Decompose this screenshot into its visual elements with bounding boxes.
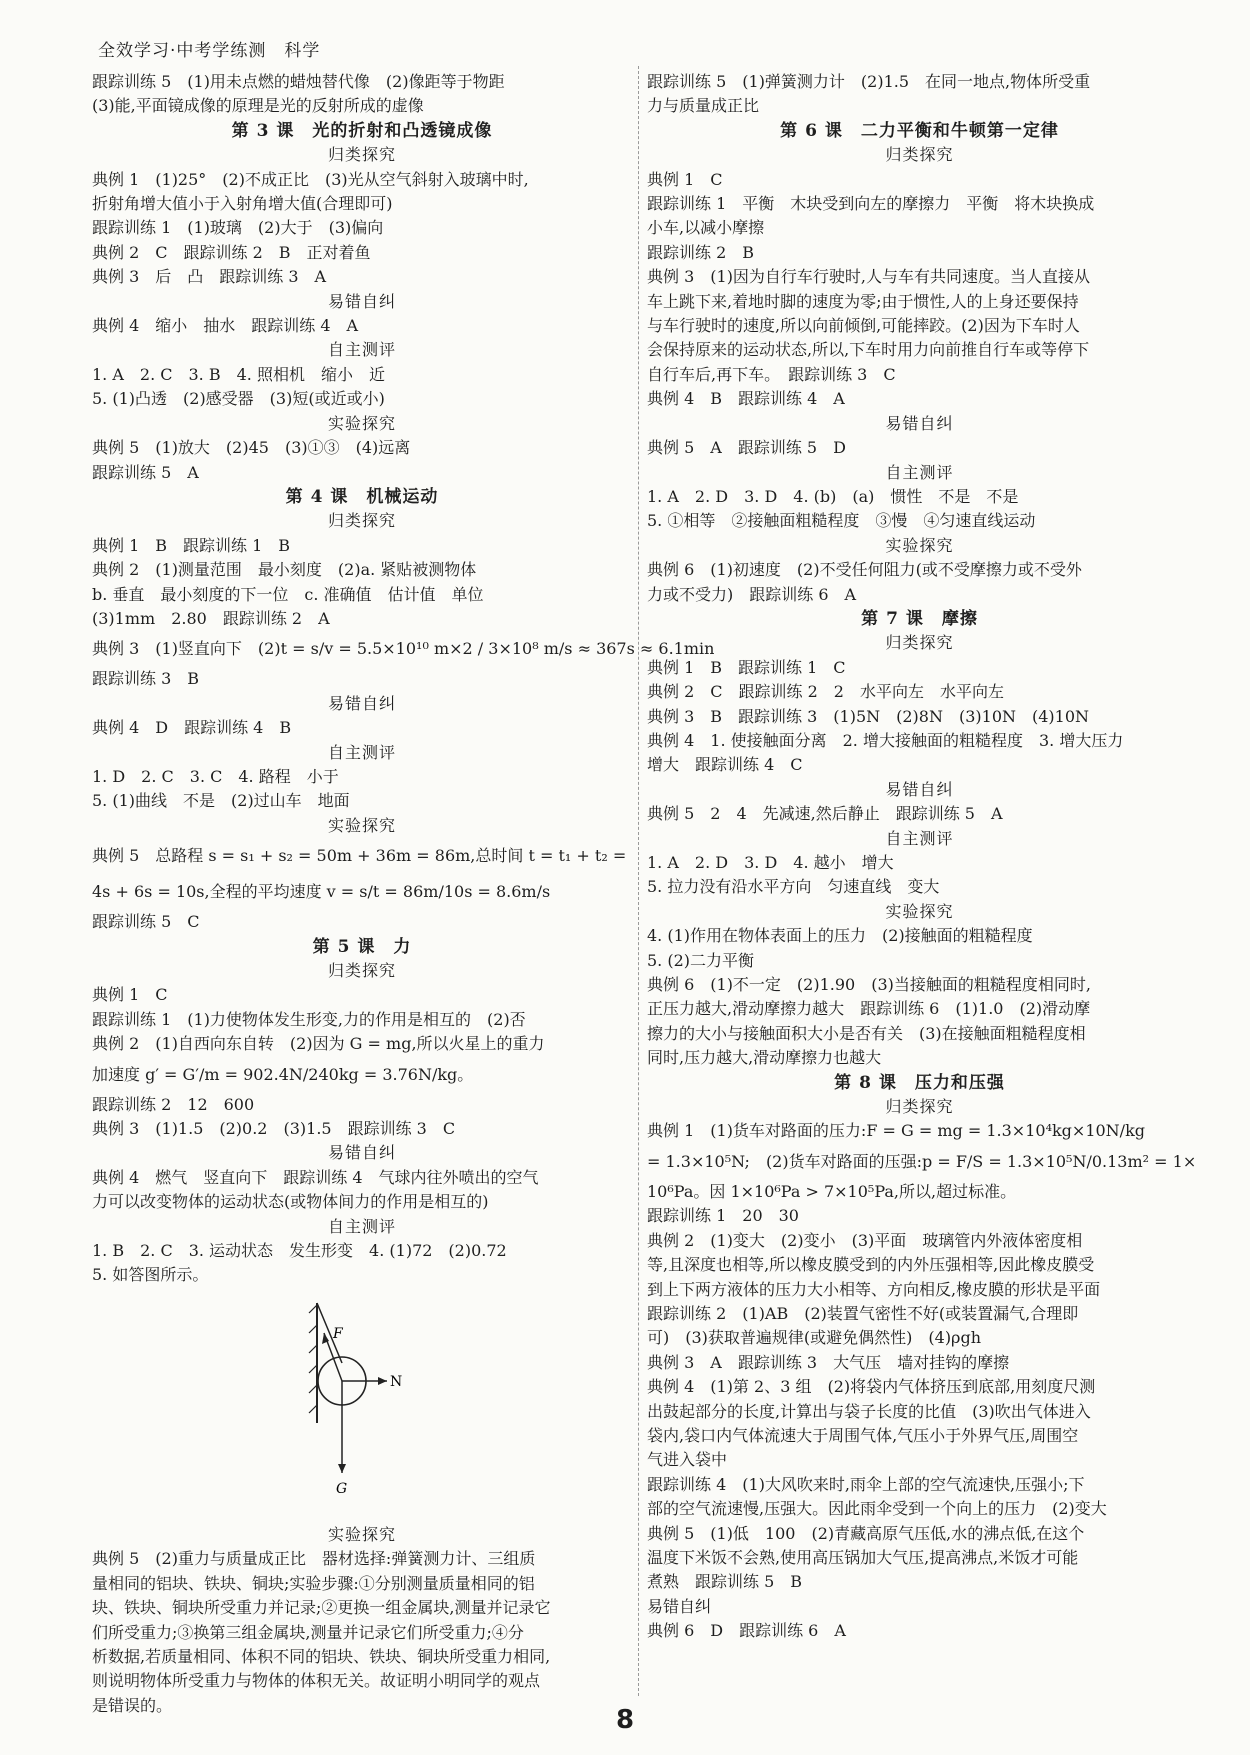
text-line: 增大 跟踪训练 4 C bbox=[647, 755, 803, 775]
text-line: 典例 1 C bbox=[92, 985, 168, 1005]
text-line: 5. 拉力没有沿水平方向 匀速直线 变大 bbox=[647, 877, 940, 897]
text-line: 典例 2 (1)自西向东自转 (2)因为 G = mg,所以火星上的重力 bbox=[92, 1034, 545, 1054]
text-line: 们所受重力;③换第三组金属块,测量并记录它们所受重力;④分 bbox=[92, 1622, 524, 1642]
text-line: 1. A 2. D 3. D 4. 越小 增大 bbox=[647, 853, 894, 872]
text-line: 典例 3 A 跟踪训练 3 大气压 墙对挂钩的摩擦 bbox=[647, 1352, 1010, 1372]
text-line: 力与质量成正比 bbox=[647, 96, 760, 116]
text-line: 跟踪训练 1 (1)玻璃 (2)大于 (3)偏向 bbox=[92, 218, 384, 238]
formula-line: = 1.3×10⁵N; (2)货车对路面的压强:p = F/S = 1.3×10⁵N/0.13m² = 1× bbox=[647, 1151, 1197, 1171]
section-heading: 易错自纠 bbox=[885, 779, 954, 799]
text-line: 1. A 2. C 3. B 4. 照相机 缩小 近 bbox=[92, 364, 385, 384]
text-line: 1. A 2. D 3. D 4. (b) (a) 惯性 不是 不是 bbox=[647, 486, 1019, 506]
formula-line: 加速度 g′ = G′/m = 902.4N/240kg = 3.76N/kg。 bbox=[92, 1064, 474, 1084]
section-heading: 自主测评 bbox=[327, 1216, 396, 1236]
text-line: 力或不受力) 跟踪训练 6 A bbox=[647, 584, 857, 604]
text-line: 典例 2 C 跟踪训练 2 B 正对着鱼 bbox=[92, 242, 371, 262]
text-line: 典例 5 (1)低 100 (2)青藏高原气压低,水的沸点低,在这个 bbox=[647, 1523, 1085, 1543]
section-heading: 实验探究 bbox=[327, 815, 396, 835]
text-line: 与车行驶时的速度,所以向前倾倒,可能摔跤。(2)因为下车时人 bbox=[647, 316, 1080, 336]
text-line: 跟踪训练 5 C bbox=[92, 912, 200, 932]
text-line: 易错自纠 bbox=[647, 1596, 712, 1616]
lesson-title: 第 3 课 光的折射和凸透镜成像 bbox=[231, 120, 493, 141]
text-line: 5. (1)凸透 (2)感受器 (3)短(或近或小) bbox=[92, 389, 385, 409]
text-line: 典例 4 D 跟踪训练 4 B bbox=[92, 718, 292, 738]
text-line: 典例 1 B 跟踪训练 1 B bbox=[92, 535, 291, 555]
text-line: 10⁶Pa。因 1×10⁶Pa > 7×10⁵Pa,所以,超过标准。 bbox=[647, 1181, 1017, 1201]
force-n-arrowhead bbox=[378, 1377, 387, 1385]
page-header: 全效学习·中考学练测 科学 bbox=[98, 41, 321, 61]
section-heading: 归类探究 bbox=[885, 633, 954, 653]
formula-line: 典例 5 总路程 s = s₁ + s₂ = 50m + 36m = 86m,总时间 t = t₁ + t₂ = bbox=[92, 846, 627, 866]
text-line: 煮熟 跟踪训练 5 B bbox=[647, 1572, 803, 1592]
text-line: 5. 如答图所示。 bbox=[92, 1265, 209, 1285]
force-g-arrowhead bbox=[338, 1464, 346, 1473]
wall-hatch bbox=[309, 1365, 317, 1373]
section-heading: 自主测评 bbox=[885, 462, 954, 482]
wall-hatch bbox=[309, 1305, 317, 1313]
wall-hatch bbox=[309, 1405, 317, 1413]
section-heading: 实验探究 bbox=[327, 413, 396, 433]
section-heading: 实验探究 bbox=[885, 901, 954, 921]
section-heading: 易错自纠 bbox=[327, 693, 396, 713]
text-line: 跟踪训练 5 (1)弹簧测力计 (2)1.5 在同一地点,物体所受重 bbox=[647, 72, 1091, 91]
right-column bbox=[647, 70, 1197, 1644]
lesson-title: 第 6 课 二力平衡和牛顿第一定律 bbox=[780, 120, 1059, 141]
text-line: (3)能,平面镜成像的原理是光的反射所成的虚像 bbox=[92, 96, 424, 116]
section-heading: 实验探究 bbox=[885, 535, 954, 555]
wall-hatch bbox=[309, 1385, 317, 1393]
text-line: 典例 4 B 跟踪训练 4 A bbox=[647, 389, 845, 409]
section-heading: 自主测评 bbox=[885, 828, 954, 848]
text-line: 典例 6 (1)不一定 (2)1.90 (3)当接触面的粗糙程度相同时, bbox=[647, 975, 1091, 995]
label-g: G bbox=[336, 1480, 348, 1497]
text-line: 1. B 2. C 3. 运动状态 发生形变 4. (1)72 (2)0.72 bbox=[92, 1241, 507, 1261]
column-divider bbox=[638, 66, 639, 1696]
section-heading: 自主测评 bbox=[327, 742, 396, 762]
text-line: 同时,压力越大,滑动摩擦力也越大 bbox=[647, 1048, 882, 1068]
text-line: 5. ①相等 ②接触面粗糙程度 ③慢 ④匀速直线运动 bbox=[647, 511, 1036, 531]
wall-hatch bbox=[309, 1325, 317, 1333]
text-line: 典例 5 A 跟踪训练 5 D bbox=[647, 438, 846, 458]
text-line: 跟踪训练 1 20 30 bbox=[647, 1206, 799, 1226]
text-line: 典例 2 (1)测量范围 最小刻度 (2)a. 紧贴被测物体 bbox=[92, 560, 477, 580]
lesson-title: 第 5 课 力 bbox=[312, 936, 412, 957]
text-line: 典例 1 (1)货车对路面的压力:F = G = mg = 1.3×10⁴kg×10N/kg bbox=[647, 1121, 1146, 1141]
section-heading: 易错自纠 bbox=[327, 291, 396, 311]
text-line: 自行车后,再下车。 跟踪训练 3 C bbox=[647, 364, 896, 384]
text-line: 部的空气流速慢,压强大。因此雨伞受到一个向上的压力 (2)变大 bbox=[647, 1499, 1107, 1519]
text-line: 典例 5 (2)重力与质量成正比 器材选择:弹簧测力计、三组质 bbox=[92, 1549, 536, 1569]
text-line: 出鼓起部分的长度,计算出与袋子长度的比值 (3)吹出气体进入 bbox=[647, 1401, 1091, 1421]
section-heading: 易错自纠 bbox=[327, 1143, 396, 1163]
text-line: 5. (2)二力平衡 bbox=[647, 950, 755, 970]
text-line: 跟踪训练 4 (1)大风吹来时,雨伞上部的空气流速快,压强小;下 bbox=[647, 1474, 1085, 1494]
text-line: 4. (1)作用在物体表面上的压力 (2)接触面的粗糙程度 bbox=[647, 926, 1033, 946]
lesson-title: 第 8 课 压力和压强 bbox=[834, 1072, 1005, 1093]
text-line: 析数据,若质量相同、体积不同的铝块、铁块、铜块所受重力相同, bbox=[92, 1646, 551, 1666]
text-line: 典例 6 D 跟踪训练 6 A bbox=[647, 1621, 846, 1641]
text-line: 等,且深度也相等,所以橡皮膜受到的内外压强相等,因此橡皮膜受 bbox=[647, 1255, 1095, 1275]
lesson-title: 第 7 课 摩擦 bbox=[861, 608, 978, 629]
text-line: 典例 2 C 跟踪训练 2 2 水平向左 水平向左 bbox=[647, 682, 1004, 702]
text-line: 跟踪训练 2 B bbox=[647, 242, 755, 262]
text-line: 车上跳下来,着地时脚的速度为零;由于惯性,人的上身还要保持 bbox=[647, 291, 1079, 311]
text-line: 典例 1 B 跟踪训练 1 C bbox=[647, 657, 846, 677]
text-line: 正压力越大,滑动摩擦力越大 跟踪训练 6 (1)1.0 (2)滑动摩 bbox=[647, 999, 1091, 1019]
text-line: 5. (1)曲线 不是 (2)过山车 地面 bbox=[92, 791, 350, 811]
text-line: 气进入袋中 bbox=[647, 1450, 728, 1470]
section-heading: 归类探究 bbox=[327, 511, 396, 531]
text-line: 力可以改变物体的运动状态(或物体间力的作用是相互的) bbox=[92, 1192, 489, 1212]
text-line: 温度下米饭不会熟,使用高压锅加大气压,提高沸点,米饭才可能 bbox=[647, 1547, 1079, 1567]
text-line: 典例 3 (1)1.5 (2)0.2 (3)1.5 跟踪训练 3 C bbox=[92, 1119, 456, 1139]
section-heading: 实验探究 bbox=[327, 1524, 396, 1544]
text-line: 典例 4 燃气 竖直向下 跟踪训练 4 气球内往外喷出的空气 bbox=[92, 1167, 539, 1187]
text-line: 典例 3 (1)因为自行车行驶时,人与车有共同速度。当人直接从 bbox=[647, 267, 1091, 287]
text-line: 小车,以减小摩擦 bbox=[647, 218, 765, 238]
text-line: 跟踪训练 1 平衡 木块受到向左的摩擦力 平衡 将木块换成 bbox=[647, 194, 1095, 214]
text-line: 典例 4 缩小 抽水 跟踪训练 4 A bbox=[92, 316, 359, 336]
text-line: 是错误的。 bbox=[92, 1695, 173, 1715]
text-line: b. 垂直 最小刻度的下一位 c. 准确值 估计值 单位 bbox=[92, 584, 484, 604]
text-line: (3)1mm 2.80 跟踪训练 2 A bbox=[92, 608, 330, 628]
text-line: 跟踪训练 2 (1)AB (2)装置气密性不好(或装置漏气,合理即 bbox=[647, 1303, 1079, 1323]
text-line: 会保持原来的运动状态,所以,下车时用力向前推自行车或等停下 bbox=[647, 340, 1090, 360]
text-line: 则说明物体所受重力与物体的体积无关。故证明小明同学的观点 bbox=[92, 1671, 541, 1691]
text-line: 典例 4 1. 使接触面分离 2. 增大接触面的粗糙程度 3. 增大压力 bbox=[647, 730, 1124, 750]
text-line: 1. D 2. C 3. C 4. 路程 小于 bbox=[92, 766, 339, 786]
text-line: 块、铁块、铜块所受重力并记录;②更换一组金属块,测量并记录它 bbox=[92, 1598, 551, 1618]
text-line: 跟踪训练 1 (1)力使物体发生形变,力的作用是相互的 (2)否 bbox=[92, 1009, 526, 1029]
text-line: 折射角增大值小于入射角增大值(合理即可) bbox=[92, 194, 393, 214]
section-heading: 归类探究 bbox=[327, 145, 396, 165]
text-line: 跟踪训练 5 (1)用未点燃的蜡烛替代像 (2)像距等于物距 bbox=[92, 72, 505, 91]
text-line: 跟踪训练 3 B bbox=[92, 669, 200, 689]
text-line: 典例 6 (1)初速度 (2)不受任何阻力(或不受摩擦力或不受外 bbox=[647, 560, 1082, 580]
text-line: 跟踪训练 2 12 600 bbox=[92, 1094, 255, 1114]
text-line: 擦力的大小与接触面积大小是否有关 (3)在接触面粗糙程度相 bbox=[647, 1023, 1086, 1043]
text-line: 典例 3 后 凸 跟踪训练 3 A bbox=[92, 267, 327, 287]
section-heading: 自主测评 bbox=[327, 340, 396, 360]
text-line: 典例 1 C bbox=[647, 169, 723, 189]
section-heading: 易错自纠 bbox=[885, 413, 954, 433]
text-line: 典例 5 2 4 先减速,然后静止 跟踪训练 5 A bbox=[647, 804, 1003, 824]
section-heading: 归类探究 bbox=[885, 1097, 954, 1117]
text-line: 典例 4 (1)第 2、3 组 (2)将袋内气体挤压到底部,用刻度尺测 bbox=[647, 1377, 1096, 1397]
text-line: 典例 3 B 跟踪训练 3 (1)5N (2)8N (3)10N (4)10N bbox=[647, 706, 1090, 726]
text-line: 到上下两方液体的压力大小相等、方向相反,橡皮膜的形状是平面 bbox=[647, 1279, 1101, 1299]
text-line: 可) (3)获取普遍规律(或避免偶然性) (4)ρgh bbox=[647, 1328, 982, 1348]
text-line: 袋内,袋口内气体流速大于周围气体,气压小于外界气压,周围空 bbox=[647, 1425, 1079, 1445]
text-line: 典例 1 (1)25° (2)不成正比 (3)光从空气斜射入玻璃中时, bbox=[92, 169, 529, 189]
page-number: 8 bbox=[615, 1705, 635, 1735]
wall-hatch bbox=[309, 1345, 317, 1353]
label-f: F bbox=[333, 1325, 343, 1342]
section-heading: 归类探究 bbox=[885, 145, 954, 165]
force-diagram-svg bbox=[287, 1288, 437, 1518]
section-heading: 归类探究 bbox=[327, 961, 396, 980]
text-line: 跟踪训练 5 A bbox=[92, 462, 199, 482]
formula-line: 4s + 6s = 10s,全程的平均速度 v = s/t = 86m/10s = 8.6m/s bbox=[92, 882, 551, 902]
text-line: 典例 2 (1)变大 (2)变小 (3)平面 玻璃管内外液体密度相 bbox=[647, 1230, 1083, 1250]
force-diagram bbox=[92, 1288, 632, 1523]
formula-line: 典例 3 (1)竖直向下 (2)t = s/v = 5.5×10¹⁰ m×2 / 3×10⁸ m/s ≈ 367s ≈ 6.1min bbox=[92, 639, 715, 659]
text-line: 典例 5 (1)放大 (2)45 (3)①③ (4)远离 bbox=[92, 438, 411, 458]
label-n: N bbox=[390, 1373, 403, 1390]
text-line: 量相同的铝块、铁块、铜块;实验步骤:①分别测量质量相同的铝 bbox=[92, 1573, 535, 1593]
lesson-title: 第 4 课 机械运动 bbox=[285, 486, 439, 507]
